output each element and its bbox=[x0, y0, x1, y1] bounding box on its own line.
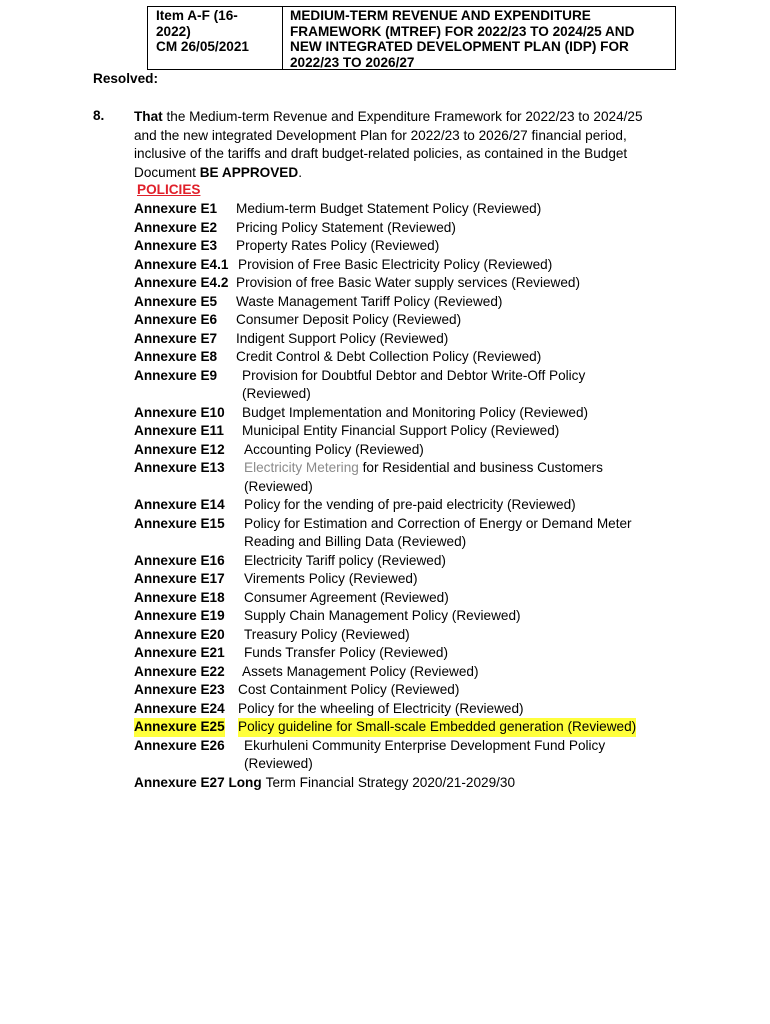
annexure-label: Annexure E16 bbox=[134, 552, 225, 568]
annexure-item bbox=[134, 459, 694, 478]
annexure-item bbox=[134, 441, 694, 460]
annexure-item bbox=[134, 570, 694, 589]
resolution-line-2: and the new integrated Development Plan for 2022/23 to 2026/27 financial period, bbox=[134, 127, 627, 143]
item-reference-line: CM 26/05/2021 bbox=[156, 39, 249, 54]
annexure-label: Annexure E5 bbox=[134, 293, 218, 309]
annexure-item bbox=[134, 607, 694, 626]
annexure-label: Annexure E25 bbox=[134, 718, 225, 737]
annexure-item bbox=[134, 700, 694, 719]
annexure-title: Electricity Metering for Residential and business Customers bbox=[244, 460, 603, 475]
item-title-line: MEDIUM-TERM REVENUE AND EXPENDITURE bbox=[290, 8, 591, 23]
annexure-continuation-text: (Reviewed) bbox=[244, 756, 313, 771]
annexure-label: Annexure E10 bbox=[134, 404, 225, 420]
annexure-title: Property Rates Policy (Reviewed) bbox=[236, 238, 440, 253]
annexure-title: Municipal Entity Financial Support Policy (Reviewed) bbox=[242, 423, 560, 438]
annexure-label: Annexure E8 bbox=[134, 349, 218, 364]
annexure-title: Accounting Policy (Reviewed) bbox=[244, 441, 424, 457]
annexure-title: Indigent Support Policy (Reviewed) bbox=[236, 330, 449, 346]
annexure-item bbox=[134, 644, 694, 663]
annexure-item bbox=[134, 774, 694, 793]
item-reference-cell bbox=[148, 7, 283, 69]
annexure-title: Medium-term Budget Statement Policy (Reviewed) bbox=[236, 201, 542, 216]
resolved-label: Resolved: bbox=[93, 71, 158, 86]
annexure-item bbox=[134, 552, 694, 571]
annexure-item bbox=[134, 274, 694, 293]
annexure-grey-text: Electricity Metering bbox=[244, 460, 359, 475]
annexure-item bbox=[134, 422, 694, 441]
annexure-item bbox=[134, 256, 694, 275]
annexure-title: Ekurhuleni Community Enterprise Development Fund Policy bbox=[244, 737, 606, 753]
annexure-title: Policy for the wheeling of Electricity (Reviewed) bbox=[238, 700, 524, 716]
policies-heading: POLICIES bbox=[137, 182, 201, 197]
item-title-line: NEW INTEGRATED DEVELOPMENT PLAN (IDP) FOR bbox=[290, 39, 629, 54]
annexure-label: Annexure E3 bbox=[134, 238, 218, 253]
annexure-title: Budget Implementation and Monitoring Policy (Reviewed) bbox=[242, 404, 589, 420]
annexure-continuation bbox=[134, 478, 694, 497]
item-title-line: 2022/23 TO 2026/27 bbox=[290, 54, 415, 70]
annexure-list bbox=[134, 200, 694, 792]
annexure-label: Annexure E14 bbox=[134, 497, 225, 512]
annexure-continuation bbox=[134, 385, 694, 404]
annexure-continuation-text: (Reviewed) bbox=[242, 386, 311, 401]
annexure-label: Annexure E22 bbox=[134, 663, 225, 679]
annexure-label: Annexure E1 bbox=[134, 201, 218, 216]
annexure-item bbox=[134, 348, 694, 367]
annexure-title: Electricity Tariff policy (Reviewed) bbox=[244, 552, 446, 568]
annexure-item bbox=[134, 311, 694, 330]
item-title-line: FRAMEWORK (MTREF) FOR 2022/23 TO 2024/25 AND bbox=[290, 23, 635, 39]
annexure-title: Virements Policy (Reviewed) bbox=[244, 571, 418, 586]
annexure-label: Annexure E17 bbox=[134, 571, 225, 586]
resolution-line-3: inclusive of the tariffs and draft budget-related policies, as contained in the Budget bbox=[134, 146, 628, 162]
resolution-paragraph bbox=[134, 108, 674, 182]
annexure-label: Annexure E7 bbox=[134, 330, 218, 346]
annexure-item bbox=[134, 330, 694, 349]
annexure-title: Cost Containment Policy (Reviewed) bbox=[238, 682, 460, 697]
annexure-continuation-text: (Reviewed) bbox=[244, 478, 313, 494]
annexure-title: Provision of Free Basic Electricity Policy (Reviewed) bbox=[238, 256, 553, 272]
annexure-title: Provision for Doubtful Debtor and Debtor Write-Off Policy bbox=[242, 367, 586, 383]
annexure-item bbox=[134, 718, 694, 737]
resolution-period: . bbox=[298, 164, 302, 180]
annexure-label: Annexure E19 bbox=[134, 608, 225, 623]
annexure-title: Supply Chain Management Policy (Reviewed) bbox=[244, 608, 521, 623]
annexure-item bbox=[134, 219, 694, 238]
annexure-continuation bbox=[134, 533, 694, 552]
annexure-title: Treasury Policy (Reviewed) bbox=[244, 626, 410, 642]
annexure-item bbox=[134, 237, 694, 256]
annexure-title: Assets Management Policy (Reviewed) bbox=[242, 663, 479, 679]
resolution-line-1: the Medium-term Revenue and Expenditure Framework for 2022/23 to 2024/25 bbox=[162, 109, 643, 124]
annexure-label: Annexure E4.2 bbox=[134, 275, 229, 290]
annexure-item bbox=[134, 200, 694, 219]
annexure-title: Consumer Deposit Policy (Reviewed) bbox=[236, 312, 462, 327]
annexure-label: Annexure E2 bbox=[134, 219, 218, 235]
annexure-item bbox=[134, 515, 694, 534]
annexure-label: Annexure E18 bbox=[134, 589, 225, 605]
annexure-label: Annexure E9 bbox=[134, 367, 218, 383]
annexure-label: Annexure E11 bbox=[134, 423, 224, 438]
annexure-title: Policy for Estimation and Correction of Energy or Demand Meter bbox=[244, 515, 632, 531]
annexure-title: Funds Transfer Policy (Reviewed) bbox=[244, 645, 448, 660]
annexure-label: Annexure E13 bbox=[134, 460, 225, 475]
annexure-label: Annexure E26 bbox=[134, 737, 225, 753]
annexure-item bbox=[134, 626, 694, 645]
annexure-item bbox=[134, 496, 694, 515]
resolution-line-4: Document bbox=[134, 164, 200, 180]
item-reference-line: 2022) bbox=[156, 23, 191, 39]
annexure-title: Consumer Agreement (Reviewed) bbox=[244, 589, 449, 605]
item-number: 8. bbox=[93, 108, 105, 123]
resolution-line bbox=[134, 108, 674, 127]
annexure-title: Policy guideline for Small-scale Embedded generation (Reviewed) bbox=[238, 718, 636, 737]
annexure-item bbox=[134, 404, 694, 423]
annexure-title: Credit Control & Debt Collection Policy (Reviewed) bbox=[236, 349, 542, 364]
annexure-item bbox=[134, 681, 694, 700]
annexure-item bbox=[134, 663, 694, 682]
annexure-item bbox=[134, 293, 694, 312]
annexure-label: Annexure E12 bbox=[134, 441, 225, 457]
annexure-continuation bbox=[134, 755, 694, 774]
annexure-title: Policy for the vending of pre-paid electricity (Reviewed) bbox=[244, 497, 576, 512]
annexure-title: Waste Management Tariff Policy (Reviewed) bbox=[236, 293, 503, 309]
annexure-title: Term Financial Strategy 2020/21-2029/30 bbox=[265, 774, 516, 790]
annexure-continuation-text: Reading and Billing Data (Reviewed) bbox=[244, 534, 467, 549]
annexure-title: Pricing Policy Statement (Reviewed) bbox=[236, 219, 456, 235]
annexure-label: Annexure E27 Long bbox=[134, 774, 262, 790]
resolution-that: That bbox=[134, 109, 163, 124]
annexure-label: Annexure E15 bbox=[134, 515, 225, 531]
annexure-label: Annexure E23 bbox=[134, 682, 225, 697]
annexure-label: Annexure E20 bbox=[134, 626, 225, 642]
resolution-line bbox=[134, 164, 674, 183]
annexure-item bbox=[134, 589, 694, 608]
annexure-item bbox=[134, 737, 694, 756]
annexure-label: Annexure E24 bbox=[134, 700, 225, 716]
item-title-cell bbox=[283, 7, 675, 69]
item-reference-line: Item A-F (16- bbox=[156, 8, 238, 23]
annexure-title: Provision of free Basic Water supply services (Reviewed) bbox=[236, 275, 580, 290]
annexure-label: Annexure E6 bbox=[134, 312, 218, 327]
header-table bbox=[147, 6, 676, 70]
be-approved: BE APPROVED bbox=[199, 164, 299, 180]
annexure-label: Annexure E21 bbox=[134, 645, 225, 660]
annexure-label: Annexure E4.1 bbox=[134, 256, 229, 272]
annexure-item bbox=[134, 367, 694, 386]
